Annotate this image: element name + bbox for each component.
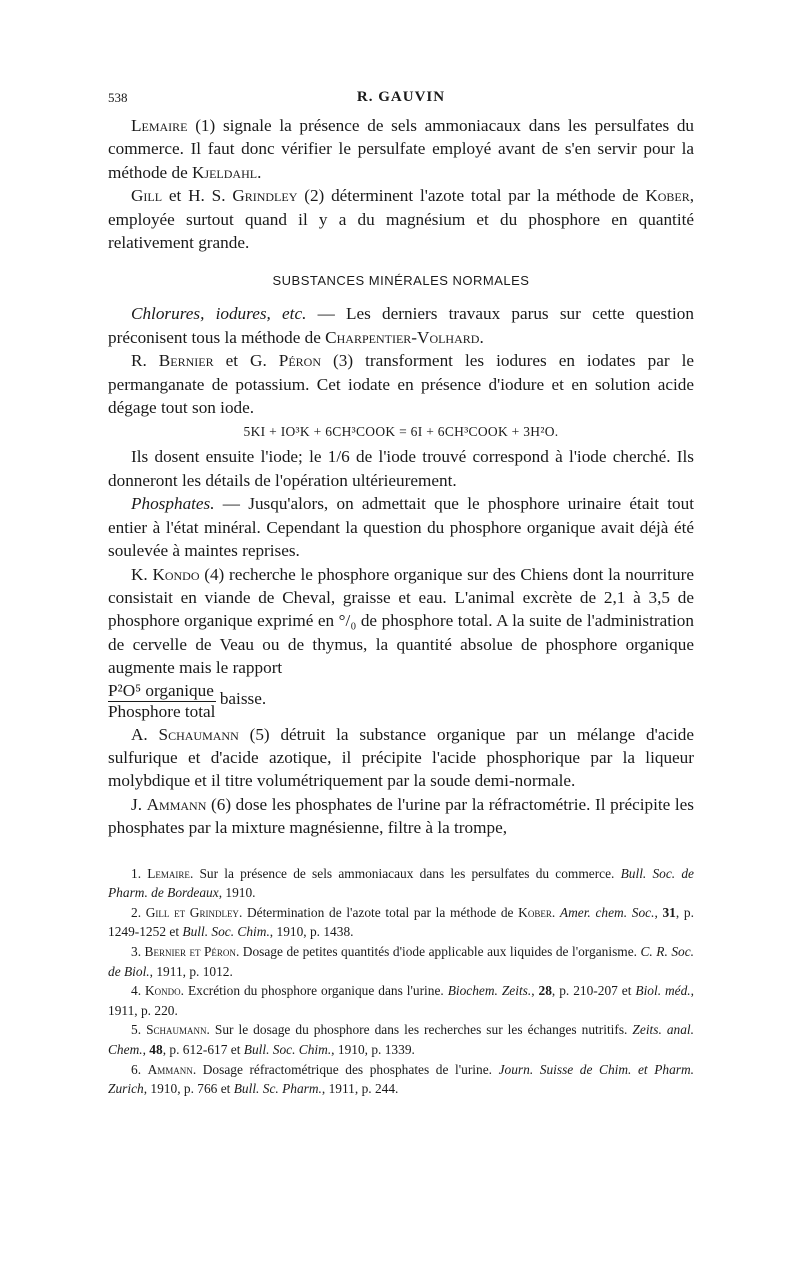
paragraph-text: et G. [213, 351, 279, 371]
footnote-text: . Dosage de petites quantités d'iode applicable aux liquides de l'organisme. [235, 943, 641, 959]
paragraph-text: dose les phosphates de l'urine par la réfractométrie. Il précipite les phosphates par la mixture magnésienne, filtre à la trompe, [108, 794, 694, 838]
footnote-text: , p. 210-207 et [551, 983, 636, 999]
footnote-text: , 1911, p. 244. [321, 1081, 399, 1097]
author-name: Schaumann [158, 724, 239, 744]
footnote-text: . Dosage réfractométrique des phosphates de l'urine. [192, 1061, 499, 1077]
paragraph-text: transforment les iodures en iodates par le permanganate de potassium. Cet iodate en présence d'iodure et en solution acide dégage tout son iode. [108, 351, 695, 418]
footnote-journal: Zeits. anal. Chem. [108, 1022, 694, 1057]
section-heading: SUBSTANCES MINÉRALES NORMALES [272, 273, 530, 289]
author-name: Bernier [158, 351, 214, 371]
author-name: Péron [278, 351, 322, 371]
initial: R. [131, 351, 159, 371]
footnote-journal: Bull. Sc. Pharm. [233, 1081, 322, 1097]
page-number: 538 [108, 90, 128, 105]
paragraph-text: détruit la substance organique par un mélange d'acide sulfurique et d'acide azotique, il précipite l'acide phosphorique par la liqueur molybdique et il titre volumétriquement par la soude demi-normale. [108, 724, 694, 791]
footnote-5 [108, 1020, 694, 1059]
footnote-volume: 31 [662, 904, 676, 920]
footnote-number: 1. [131, 865, 148, 881]
paragraph-schaumann [108, 723, 694, 793]
paragraph-dosent: Ils dosent ensuite l'iode; le 1/6 de l'iode trouvé correspond à l'iode cherché. Ils donneront les détails de l'opération ultérieurement. [108, 447, 694, 490]
footnotes [108, 864, 694, 1099]
footnote-text: , 1910, p. 766 et [143, 1081, 234, 1097]
footnote-author: Kondo [145, 983, 181, 999]
footnote-6 [108, 1060, 694, 1099]
footnote-1 [108, 864, 694, 903]
footnote-journal: C. R. Soc. de Biol. [108, 943, 694, 979]
footnote-author: Schaumann [146, 1022, 207, 1038]
footnote-number: 5. [131, 1022, 147, 1038]
method-name: Kober [645, 186, 690, 206]
footnote-author: Gill et Grindley [145, 904, 239, 920]
paragraph-kondo [108, 563, 694, 680]
paragraph-bernier-peron [108, 349, 694, 419]
paragraph-phosphates [108, 492, 694, 562]
paragraph-text: , employée surtout quand il y a du magnésium et du phosphore en quantité relativement grande. [108, 186, 695, 253]
paragraph-text: — Jusqu'alors, on admettait que le phosphore urinaire était tout entier à l'état minéral. Cependant la question du phosphore organique avait déjà été soulevée à maintes reprises. [108, 494, 694, 561]
initial: J. [131, 794, 147, 814]
paragraph-text: déterminent l'azote total par la méthode de [324, 186, 646, 206]
footnote-text: , p. 1249-1252 et [108, 904, 694, 940]
footnote-journal: Biol. méd. [635, 983, 691, 999]
footnote-ref[interactable]: (2) [304, 186, 325, 206]
footnote-journal: Amer. chem. Soc. [559, 904, 655, 920]
footnote-text: . Sur la présence de sels ammoniacaux dans les persulfates du commerce. [189, 865, 621, 881]
footnote-text: . Détermination de l'azote total par la méthode de [238, 904, 519, 920]
footnote-journal: Journ. Suisse de Chim. et Pharm. Zurich [108, 1061, 694, 1097]
footnote-text: . [551, 904, 560, 920]
chemical-equation: 5KI + IO³K + 6CH³COOK = 6I + 6CH³COOK + 3H²O. [243, 424, 559, 440]
footnote-journal: Biochem. Zeits. [447, 983, 532, 999]
paragraph-text: — Les derniers travaux parus sur cette question préconisent tous la méthode de [108, 304, 694, 347]
footnote-4 [108, 981, 694, 1020]
fraction [108, 681, 216, 722]
fraction-denominator: Phosphore total [108, 701, 216, 721]
footnote-text: , [654, 904, 663, 920]
footnote-number: 4. [131, 983, 145, 999]
footnote-text: , [142, 1041, 150, 1057]
footnote-ref[interactable]: (5) [249, 724, 270, 744]
paragraph-lead: Chlorures, iodures, etc. [131, 304, 307, 324]
fraction-numerator: P²O⁵ organique [108, 680, 214, 700]
footnote-ref[interactable]: (3) [333, 351, 354, 371]
paragraph-lead: Phosphates. [131, 494, 215, 514]
paragraph-gill-grindley [108, 184, 694, 254]
paragraph-text: recherche le phosphore organique sur des Chiens dont la nourriture consistait en viande de Cheval, graisse et eau. L'animal excrète de 2,1 à 3,5 de phosphore organique exprimé en °/₀ de phosphore total. A la suite de l'administration de cervelle de Veau ou de thymus, la quantité absolue de phosphore organique augmente mais le rapport [108, 564, 695, 678]
footnote-volume: 48 [149, 1041, 163, 1057]
paragraph-ammann [108, 793, 694, 840]
author-name: Kondo [152, 564, 200, 584]
footnote-text: . Sur le dosage du phosphore dans les recherches sur les échanges nutritifs. [206, 1022, 633, 1038]
ratio-fraction [108, 681, 694, 722]
paragraph-lemaire [108, 114, 694, 184]
footnote-text: . Excrétion du phosphore organique dans l'urine. [180, 983, 448, 999]
running-head [108, 86, 694, 110]
paragraph-end: . [257, 162, 262, 182]
footnote-text: , [531, 983, 539, 999]
method-name: Charpentier-Volhard [325, 327, 480, 347]
footnote-number: 6. [131, 1061, 148, 1077]
paragraph-text: signale la présence de sels ammoniacaux dans les persulfates du commerce. Il faut donc vérifier le persulfate employé avant de s'en servir pour la méthode de [108, 116, 695, 182]
footnote-journal: Bull. Soc. Chim. [243, 1041, 332, 1057]
book-page [108, 86, 694, 1099]
footnote-number: 3. [131, 943, 145, 959]
footnote-text: , 1911, p. 1012. [149, 963, 233, 979]
footnote-2 [108, 903, 694, 942]
author-name: Lemaire [131, 116, 188, 135]
method-name: Kjeldahl [192, 162, 258, 182]
method-name: Kober [518, 904, 552, 920]
initial: A. [131, 724, 159, 744]
footnote-text: , 1910, p. 1339. [331, 1041, 415, 1057]
footnote-volume: 28 [538, 983, 552, 999]
footnote-author: Ammann [147, 1061, 193, 1077]
footnote-text: , 1910, p. 1438. [269, 924, 354, 940]
running-title: R. GAUVIN [356, 89, 446, 105]
footnote-number: 2. [131, 904, 146, 920]
footnote-ref[interactable]: (4) [204, 564, 225, 584]
footnote-3 [108, 942, 694, 981]
author-name: Grindley [232, 186, 298, 206]
paragraph-end: . [479, 327, 484, 347]
author-name: Ammann [146, 794, 207, 814]
footnote-text: , 1911, p. 220. [108, 983, 695, 1018]
footnote-ref[interactable]: (1) [195, 116, 216, 135]
footnote-journal: Bull. Soc. de Pharm. de Bordeaux [108, 865, 695, 901]
author-name: Gill [131, 186, 163, 206]
paragraph-text: et H. S. [162, 186, 233, 206]
footnote-ref[interactable]: (6) [211, 794, 232, 814]
footnote-journal: Bull. Soc. Chim. [182, 924, 270, 940]
footnote-author: Lemaire [147, 865, 190, 881]
footnote-text: , p. 612-617 et [162, 1041, 244, 1057]
footnote-author: Bernier et Péron [144, 943, 236, 959]
initial: K. [131, 564, 153, 584]
main-text [108, 114, 694, 840]
fraction-trailing-text: baisse. [219, 689, 267, 709]
footnote-text: , 1910. [218, 885, 256, 901]
paragraph-chlorures [108, 302, 694, 349]
